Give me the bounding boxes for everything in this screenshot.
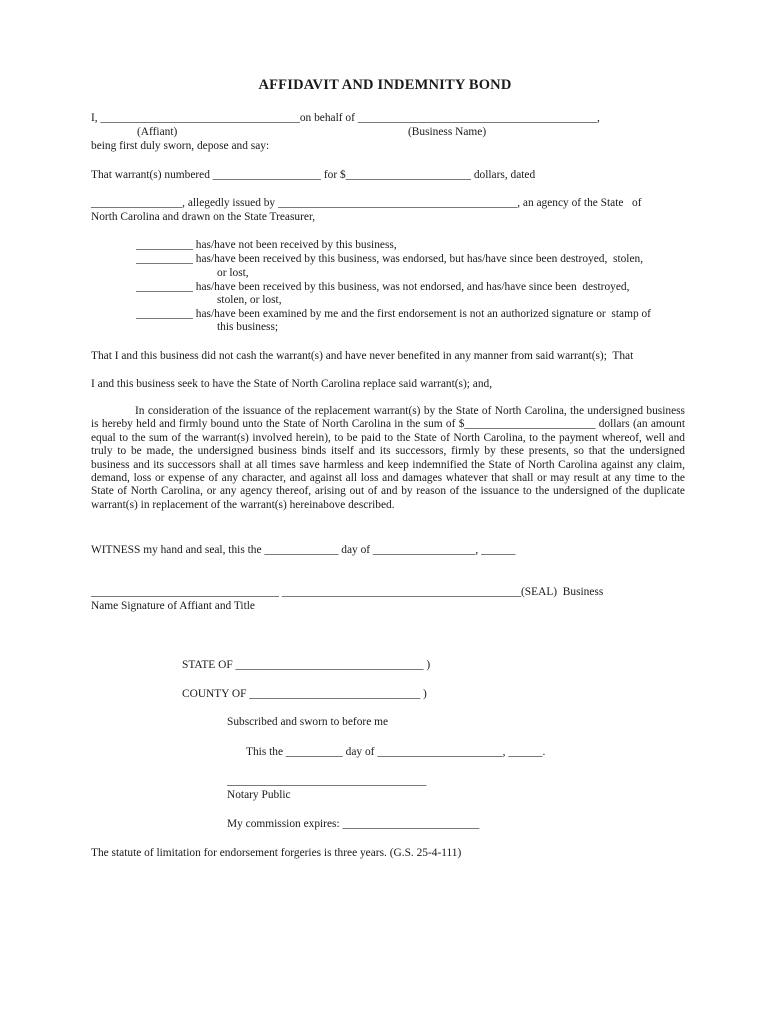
option-check-field[interactable]: __________ xyxy=(136,239,193,251)
issued-mid: , allegedly issued by xyxy=(182,197,278,209)
sworn-statement: being first duly sworn, depose and say: xyxy=(91,140,270,152)
option-text: has/have not been received by this business, xyxy=(192,239,397,251)
witness-mid: day of xyxy=(338,544,373,556)
witness-year-field[interactable]: ______ xyxy=(481,544,516,556)
business-name-label: (Business Name) xyxy=(408,126,487,138)
intro-lead: I, xyxy=(91,112,101,124)
warrant-number-field[interactable]: ___________________ xyxy=(212,169,321,181)
option-not-endorsed-destroyed xyxy=(136,280,629,294)
bond-sum-field[interactable]: _______________________ xyxy=(464,418,596,431)
commission-expiry-field[interactable]: ________________________ xyxy=(342,818,480,830)
option-check-field[interactable]: __________ xyxy=(136,308,193,320)
witness-line xyxy=(91,543,515,557)
notary-public-label: Notary Public xyxy=(227,789,291,801)
affiant-name-field[interactable]: ___________________________________ xyxy=(100,112,300,124)
paragraph-consideration xyxy=(91,405,685,512)
state-paren: ) xyxy=(423,659,431,671)
issued-end: , an agency of the State of xyxy=(517,197,642,209)
warrant-mid: for $ xyxy=(320,169,346,181)
option-unauthorized-endorsement xyxy=(136,307,651,321)
state-field[interactable]: _________________________________ xyxy=(235,659,424,671)
commission-label: My commission expires: xyxy=(227,818,343,830)
business-name-field[interactable]: __________________________________________ xyxy=(357,112,597,124)
witness-lead: WITNESS my hand and seal, this the xyxy=(91,544,265,556)
county-line xyxy=(182,687,427,701)
state-line xyxy=(182,658,430,672)
consideration-text-2: dollars (an amount equal to the sum of the warrant(s) involved herein), to be paid to the State of North Carolina, to the payment whereof, well and truly to be made, the undersigned business binds itself and its successors, firmly by these presents, so that the undersigned business and its successors shall at all times save harmless and keep indemnified the State of North Carolina against any claim, demand, loss or expense of any character, and against all loss and damages whatever that shall or may result at any time to the State of North Carolina, or any agency thereof, arising out of and by reason of the issuance to the undersigned of the duplicate warrant(s) in replacement of the warrant(s) hereinabove described. xyxy=(91,418,685,511)
option-continuation: or lost, xyxy=(217,267,249,279)
warrant-end: dollars, dated xyxy=(470,169,536,181)
notary-sep: , xyxy=(502,746,509,758)
option-text: has/have been received by this business, was endorsed, but has/have since been destroyed, stolen, xyxy=(192,253,644,265)
warrant-date-field[interactable]: ________________ xyxy=(91,197,183,209)
notary-month-field[interactable]: ______________________ xyxy=(377,746,503,758)
notary-date-line xyxy=(246,745,545,759)
witness-sep: , xyxy=(475,544,482,556)
issuing-agency-field[interactable]: __________________________________________ xyxy=(277,197,518,209)
intro-mid: on behalf of xyxy=(299,112,358,124)
option-not-received xyxy=(136,238,397,252)
county-field[interactable]: ______________________________ xyxy=(249,688,421,700)
day-of-label: day of xyxy=(342,746,378,758)
affiant-signature-field[interactable]: __________________________________________ xyxy=(281,586,522,598)
signature-caption: Name Signature of Affiant and Title xyxy=(91,600,255,612)
warrant-lead: That warrant(s) numbered xyxy=(91,169,213,181)
signature-line xyxy=(91,585,603,599)
state-label: STATE OF xyxy=(182,659,236,671)
notary-day-field[interactable]: __________ xyxy=(285,746,343,758)
warrant-line xyxy=(91,168,535,182)
seal-text: (SEAL) Business xyxy=(521,586,604,598)
witness-month-field[interactable]: __________________ xyxy=(372,544,476,556)
intro-line xyxy=(91,111,600,125)
document-title: AFFIDAVIT AND INDEMNITY BOND xyxy=(258,77,512,93)
subscribed-sworn: Subscribed and sworn to before me xyxy=(227,716,389,728)
commission-line xyxy=(227,817,479,831)
this-the-label: This the xyxy=(246,746,286,758)
option-text: has/have been examined by me and the first endorsement is not an authorized signature or stamp of xyxy=(192,308,651,320)
warrant-amount-field[interactable]: ______________________ xyxy=(345,169,471,181)
paragraph-not-cashed: That I and this business did not cash the warrant(s) and have never benefited in any manner from said warrant(s); That xyxy=(91,350,634,362)
option-endorsed-destroyed xyxy=(136,252,643,266)
option-text: has/have been received by this business, was not endorsed, and has/have since been destroyed, xyxy=(192,281,630,293)
notary-signature-field[interactable]: ___________________________________ xyxy=(227,775,427,787)
issued-line xyxy=(91,196,642,210)
issued-line-2: North Carolina and drawn on the State Treasurer, xyxy=(91,211,316,223)
business-name-signature-field[interactable]: _________________________________ xyxy=(91,586,279,598)
notary-end: . xyxy=(542,746,546,758)
affiant-label: (Affiant) xyxy=(137,126,178,138)
option-check-field[interactable]: __________ xyxy=(136,281,193,293)
notary-year-field[interactable]: ______ xyxy=(508,746,543,758)
paragraph-seek-replacement: I and this business seek to have the State of North Carolina replace said warrant(s); and, xyxy=(91,378,493,390)
consideration-text: In consideration of the issuance of the replacement warrant(s) by the State of North Carolina, the undersigned business is hereby held and firmly bound unto the State of North Carolina in the sum of $ xyxy=(91,405,685,431)
statute-note: The statute of limitation for endorsement forgeries is three years. (G.S. 25-4-111) xyxy=(91,847,462,859)
county-paren: ) xyxy=(420,688,427,700)
option-check-field[interactable]: __________ xyxy=(136,253,193,265)
intro-end: , xyxy=(596,112,600,124)
option-continuation: this business; xyxy=(217,321,279,333)
witness-day-field[interactable]: _____________ xyxy=(264,544,339,556)
county-label: COUNTY OF xyxy=(182,688,250,700)
option-continuation: stolen, or lost, xyxy=(217,294,282,306)
